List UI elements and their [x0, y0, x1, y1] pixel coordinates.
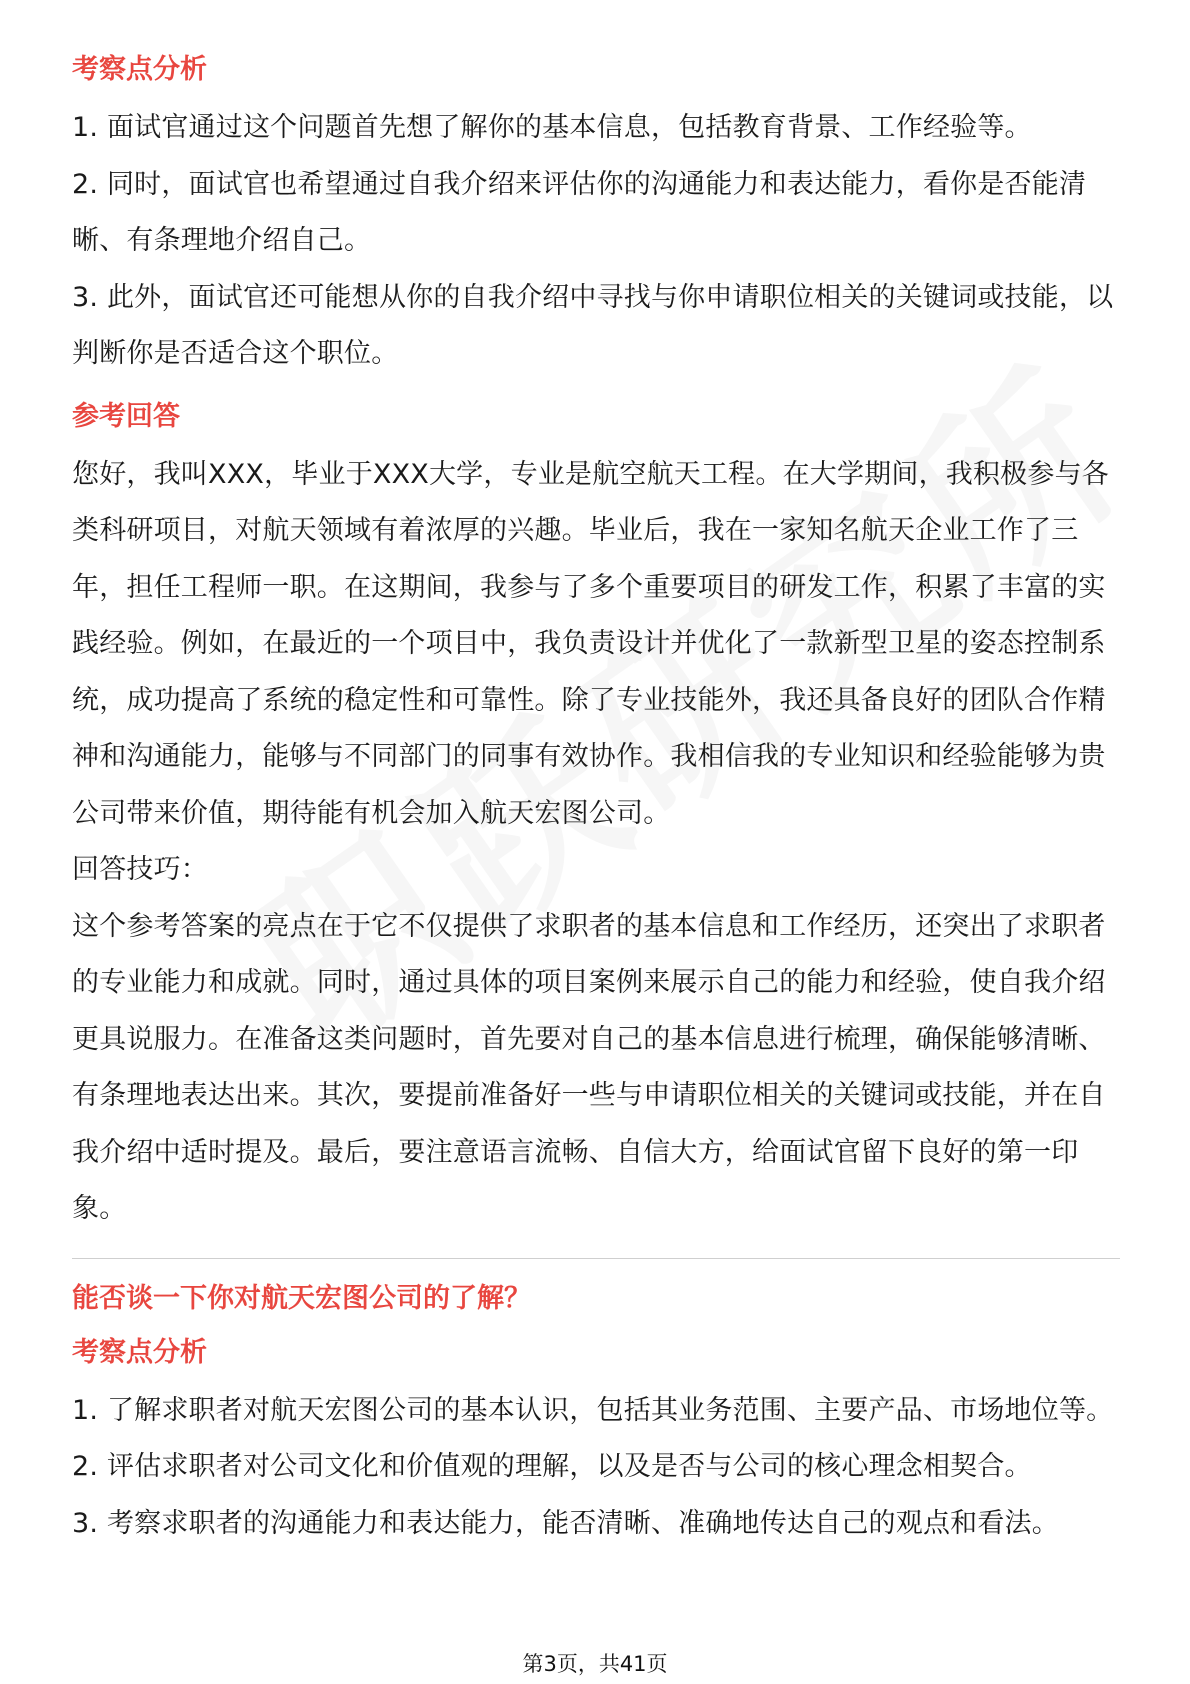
- analysis-point: 2. 评估求职者对公司文化和价值观的理解，以及是否与公司的核心理念相契合。: [72, 1451, 1032, 1482]
- analysis-point: 3. 考察求职者的沟通能力和表达能力，能否清晰、准确地传达自己的观点和看法。: [72, 1507, 1059, 1539]
- analysis-point: 2. 同时，面试官也希望通过自我介绍来评估你的沟通能力和表达能力，看你是否能清晰、有条理地介绍自己。: [72, 168, 1087, 256]
- reference-answer-text: 您好，我叫XXX，毕业于XXX大学，专业是航空航天工程。在大学期间，我积极参与各类科研项目，对航天领域有着浓厚的兴趣。毕业后，我在一家知名航天企业工作了三年，担任工程师一职。在这期间，我参与了多个重要项目的研发工作，积累了丰富的实践经验。例如，在最近的一个项目中，我负责设计并优化了一款新型卫星的姿态控制系统，成功提高了系统的稳定性和可靠性。除了专业技能外，我还具备良好的团队合作精神和沟通能力，能够与不同部门的同事有效协作。我相信我的专业知识和经验能够为贵公司带来价值，期待能有机会加入航天宏图公司。: [72, 458, 1109, 829]
- analysis-point: 3. 此外，面试官还可能想从你的自我介绍中寻找与你申请职位相关的关键词或技能，以判断你是否适合这个职位。: [72, 281, 1114, 369]
- document-body: [72, 50, 1120, 1552]
- analysis-heading: 考察点分析: [72, 54, 207, 85]
- page-number: 第3页，共41页: [522, 1652, 668, 1676]
- analysis-point: 1. 了解求职者对航天宏图公司的基本认识，包括其业务范围、主要产品、市场地位等。: [72, 1394, 1114, 1426]
- answer-tips-label: 回答技巧：: [72, 854, 208, 885]
- analysis-point: 1. 面试官通过这个问题首先想了解你的基本信息，包括教育背景、工作经验等。: [72, 112, 1032, 143]
- question-title: 能否谈一下你对航天宏图公司的了解？: [72, 1282, 531, 1314]
- section-divider: [72, 1258, 1120, 1259]
- reference-answer-heading: 参考回答: [72, 400, 180, 432]
- analysis-heading: 考察点分析: [72, 1336, 207, 1368]
- answer-tips-text: 这个参考答案的亮点在于它不仅提供了求职者的基本信息和工作经历，还突出了求职者的专业能力和成就。同时，通过具体的项目案例来展示自己的能力和经验，使自我介绍更具说服力。在准备这类问题时，首先要对自己的基本信息进行梳理，确保能够清晰、有条理地表达出来。其次，要提前准备好一些与申请职位相关的关键词或技能，并在自我介绍中适时提及。最后，要注意语言流畅、自信大方，给面试官留下良好的第一印象。: [72, 910, 1106, 1224]
